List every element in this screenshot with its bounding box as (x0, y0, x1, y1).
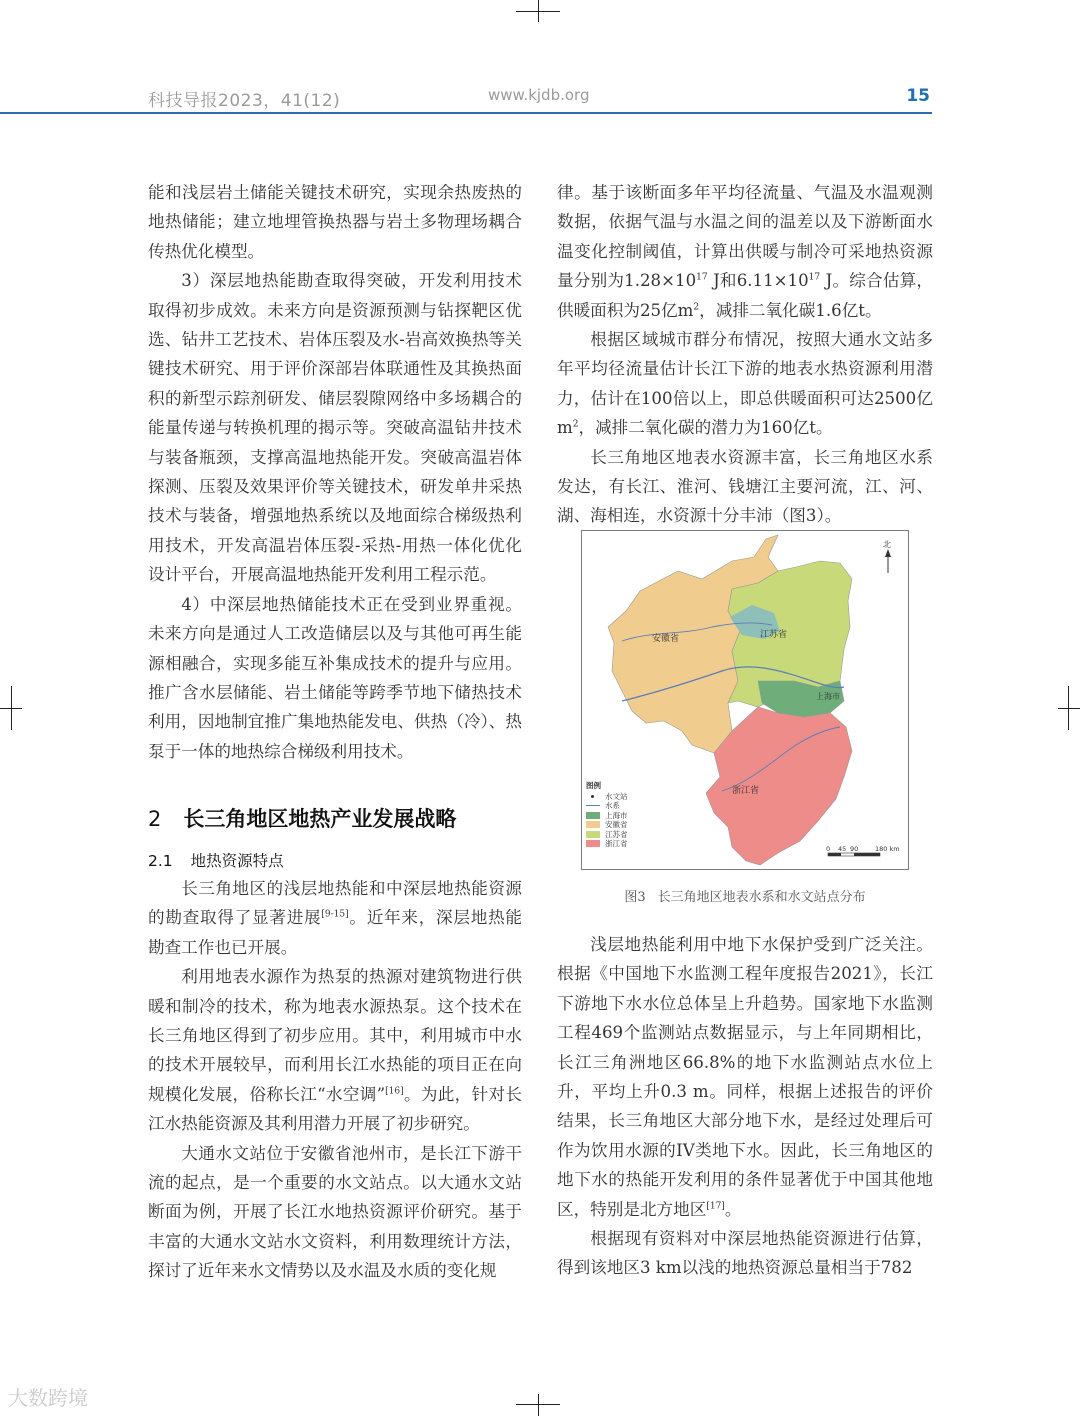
left-column (148, 178, 522, 766)
subsection-heading (148, 849, 284, 871)
legend-label: 浙江省 (605, 839, 628, 848)
paragraph: 长三角地区地表水资源丰富，长三角地区水系发达，有长江、淮河、钱塘江主要河流，江、河、湖、海相连，水资源十分丰沛（图3）。 (557, 447, 933, 526)
legend-item (586, 792, 628, 802)
section-heading (148, 803, 456, 833)
legend-label: 水系 (605, 801, 620, 810)
text-run: ，减排二氧化碳的潜力为160亿t。 (578, 418, 833, 438)
text-run: 。近年来，深层地热能勘查工作也已开展。 (148, 908, 522, 957)
right-column (557, 178, 933, 531)
legend-label: 江苏省 (605, 829, 628, 839)
text-run: 。为此，针对长江水热能资源及其利用潜力开展了初步研究。 (148, 1084, 523, 1134)
scale-bar-segment (828, 853, 841, 856)
citation: [17] (706, 1201, 725, 1212)
citation: [9-15] (321, 909, 349, 920)
legend-swatch (591, 795, 594, 798)
paragraph: 大通水文站位于安徽省池州市，是长江下游干流的起点，是一个重要的水文站点。以大通水文站断面为例，开展了长江水地热资源评价研究。基于丰富的大通水文站水文资料，利用数理统计方法，探讨了近年来水文情势以及水温及水质的变化规 (148, 1143, 522, 1281)
left-column-lower (148, 874, 522, 1286)
page-number: 15 (906, 86, 930, 106)
exponent: 17 (696, 272, 708, 283)
legend-label: 安徽省 (605, 820, 628, 829)
text-run: 长三角地区的浅层地热能和中深层地热能资源的勘查取得了显著进展 (148, 879, 522, 928)
crop-mark-right-h (1058, 708, 1080, 709)
text-run: J。综合估算，供暖面积为25亿m (557, 271, 933, 320)
scale-tick-2: 90 (850, 845, 859, 853)
paragraph: 根据现有资料对中深层地热能资源进行估算，得到该地区3 km以浅的地热资源总量相当于782 (557, 1229, 933, 1278)
north-arrow-head (885, 549, 891, 557)
scale-tick-1: 45 (838, 845, 847, 853)
legend-item (586, 830, 628, 840)
paragraph: 3）深层地热能勘查取得突破，开发利用技术取得初步成效。未来方向是资源预测与钻探靶区优选、钻井工艺技术、岩体压裂及水-岩高效换热等关键技术研究、用于评价深部岩体联通性及其换热面积的新型示踪剂研发、储层裂隙网络中多场耦合的能量传递与转换机理的揭示等。突破高温钻井技术与装备瓶颈，支撑高温地热能开发。突破高温岩体探测、压裂及效果评价等关键技术，研发单井采热技术与装备，增强地热系统以及地面综合梯级热利用技术，开发高温岩体压裂-采热-用热一体化优化设计平台，开展高温地热能开发利用工程示范。 (148, 271, 522, 585)
map-legend (586, 781, 628, 849)
legend-title: 图例 (586, 781, 601, 790)
section-number: 2 (148, 807, 162, 831)
legend-item (586, 801, 628, 811)
legend-item (586, 811, 628, 821)
label-zhejiang: 浙江省 (732, 786, 760, 796)
journal-url[interactable]: www.kjdb.org (488, 86, 590, 104)
legend-swatch (586, 831, 600, 838)
paragraph: 能和浅层岩土储能关键技术研究，实现余热废热的地热储能；建立地埋管换热器与岩土多物理场耦合传热优化模型。 (148, 183, 522, 261)
scale-tick-3: 180 km (875, 845, 900, 853)
label-anhui: 安徽省 (652, 634, 680, 644)
header-rule (0, 112, 932, 114)
scale-tick-0: 0 (826, 845, 831, 853)
text-run: 利用地表水源作为热泵的热源对建筑物进行供暖和制冷的技术，称为地表水源热泵。这个技术在长三角地区得到了初步应用。其中，利用城市中水的技术开展较早，而利用长江水热能的项目正在向规模化发展，俗称长江“水空调” (148, 967, 522, 1104)
citation: [16] (385, 1086, 404, 1097)
north-label: 北 (883, 540, 891, 549)
map-svg (582, 531, 908, 869)
legend-swatch (586, 805, 600, 806)
legend-label: 上海市 (605, 810, 628, 820)
running-header (148, 86, 930, 112)
label-jiangsu: 江苏省 (760, 630, 788, 640)
legend-item (586, 839, 628, 849)
figure-map (581, 530, 909, 870)
figure-number: 图3 (624, 890, 646, 905)
exponent: 17 (808, 272, 821, 283)
figure-caption (557, 886, 933, 905)
text-run: 浅层地热能利用中地下水保护受到广泛关注。根据《中国地下水监测工程年度报告2021》，长江下游地下水水位总体呈上升趋势。国家地下水监测工程469个监测站点数据显示，与上年同期相比，长江三角洲地区66.8%的地下水监测站点水位上升，平均上升0.3 m。同样，根据上述报告的评价结果，长三角地区大部分地下水，是经过处理后可作为饮用水源的IV类地下水。因此，长三角地区的地下水的热能开发利用的条件显著优于中国其他地区，特别是北方地区 (557, 935, 933, 1219)
paragraph (557, 325, 933, 443)
text-run: 律。基于该断面多年平均径流量、气温及水温观测数据，依据气温与水温之间的温差以及下游断面水温变化控制阈值，计算出供暖与制冷可采地热资源量分别为1.28×10 (557, 183, 933, 291)
figure-caption-text: 长三角地区地表水系和水文站点分布 (657, 890, 866, 905)
legend-label: 水文站 (605, 791, 628, 801)
legend-swatch (586, 840, 600, 847)
paragraph (148, 874, 522, 962)
legend-swatch (586, 821, 600, 828)
legend-item (586, 820, 628, 830)
exponent: 2 (693, 302, 700, 313)
subsection-number: 2.1 (148, 852, 173, 870)
exponent: 2 (572, 419, 579, 430)
legend-swatch (586, 812, 600, 819)
paragraph: 4）中深层地热储能技术正在受到业界重视。未来方向是通过人工改造储层以及与其他可再生能源相融合，实现多能互补集成技术的提升与应用。推广含水层储能、岩土储能等跨季节地下储热技术利用，因地制宜推广集地热能发电、供热（冷）、热泵于一体的地热综合梯级利用技术。 (148, 594, 522, 761)
subsection-title: 地热资源特点 (190, 852, 284, 870)
text-run: 根据区域城市群分布情况，按照大通水文站多年平均径流量估计长江下游的地表水热资源利用潜力，估计在100倍以上，即总供暖面积可达2500亿m (557, 330, 933, 438)
scale-bar-segment (854, 853, 880, 856)
text-run: 。 (724, 1199, 742, 1219)
text-run: ，减排二氧化碳1.6亿t。 (699, 300, 882, 320)
paragraph (557, 930, 933, 1224)
crop-mark-bottom-h (516, 1404, 560, 1405)
crop-mark-left-h (0, 708, 22, 709)
watermark: 大数跨境 (8, 1386, 88, 1410)
legend-rows (586, 792, 628, 849)
paragraph (557, 178, 933, 325)
text-run: J和6.11×10 (707, 271, 809, 291)
crop-mark-bottom-v (538, 1394, 539, 1416)
right-column-lower (557, 930, 933, 1283)
section-title: 长三角地区地热产业发展战略 (183, 807, 457, 831)
crop-mark-top-h (516, 11, 560, 12)
label-shanghai: 上海市 (816, 692, 840, 701)
journal-citation: 科技导报2023，41(12) (148, 91, 341, 111)
paragraph (148, 962, 522, 1138)
